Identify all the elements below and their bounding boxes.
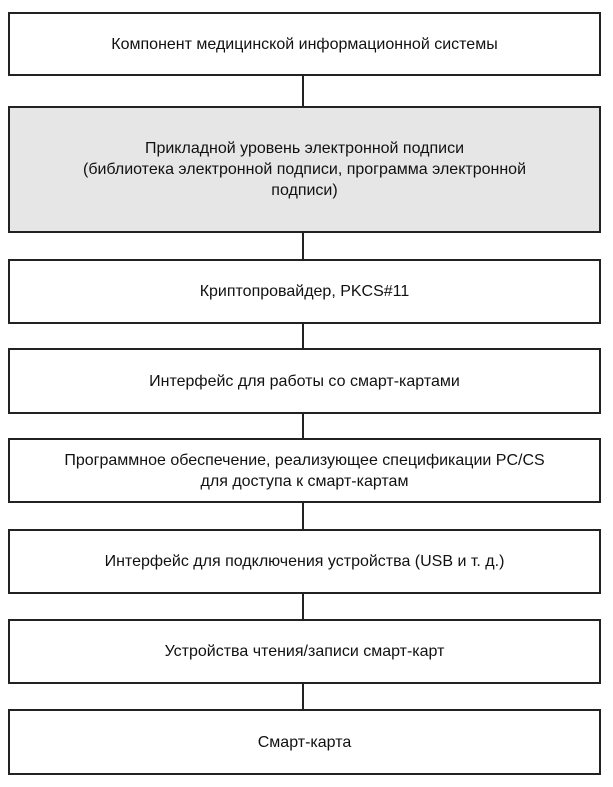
connector-7-8	[302, 683, 304, 710]
layer-card-reader	[8, 619, 601, 684]
layer-pcsc-software	[8, 438, 601, 503]
connector-6-7	[302, 593, 304, 620]
layer-label: Устройства чтения/записи смарт-карт	[164, 643, 445, 660]
layer-label: Прикладной уровень электронной подписи (библиотека электронной подписи, программа электронной подписи)	[82, 140, 526, 199]
connector-4-5	[302, 413, 304, 439]
layer-label: Смарт-карта	[257, 733, 352, 751]
layer-device-interface	[8, 529, 601, 594]
layer-label: Программное обеспечение, реализующее спецификации PC/CS для доступа к смарт-картам	[64, 451, 545, 490]
layer-label: Интерфейс для работы со смарт-картами	[149, 372, 460, 390]
connector-2-3	[302, 232, 304, 260]
layer-crypto-provider	[8, 259, 601, 324]
layer-signature-application	[8, 106, 601, 233]
connector-1-2	[302, 75, 304, 107]
layer-label: Компонент медицинской информационной системы	[111, 35, 498, 53]
layer-smart-card	[8, 709, 601, 775]
layer-smartcard-interface	[8, 348, 601, 414]
layer-mis-component	[8, 12, 601, 76]
layer-label: Интерфейс для подключения устройства (USB и т. д.)	[104, 553, 505, 570]
layer-label: Криптопровайдер, PKCS#11	[199, 283, 410, 300]
connector-3-4	[302, 323, 304, 349]
connector-5-6	[302, 502, 304, 530]
